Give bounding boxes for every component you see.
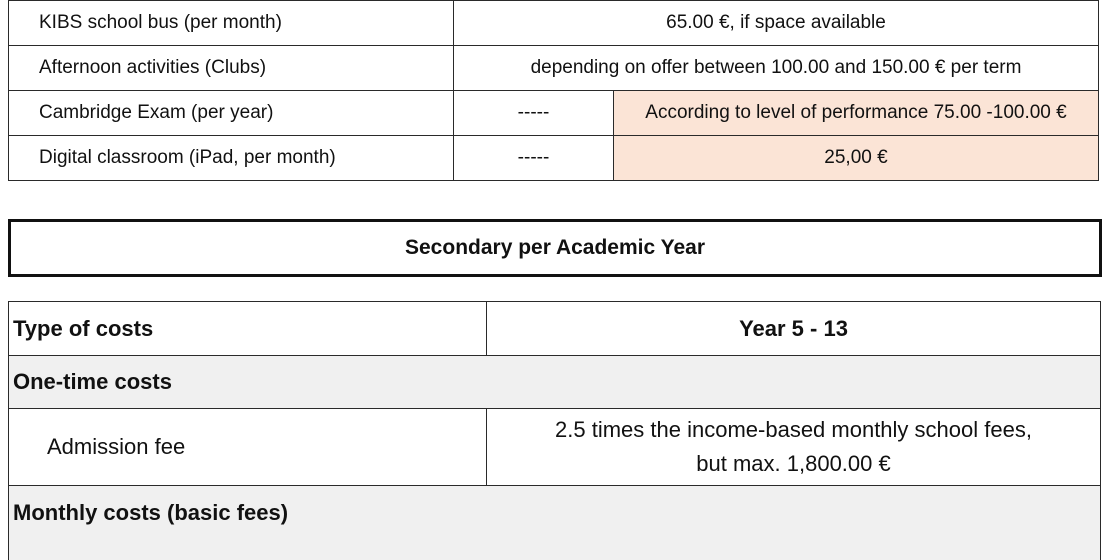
section-row [9,356,1101,409]
row-dash: ----- [454,136,614,181]
admission-fee-label: Admission fee [9,409,487,486]
table-row [9,46,1099,91]
row-label: Digital classroom (iPad, per month) [9,136,454,181]
section-row [9,486,1101,560]
row-value-highlight: According to level of performance 75.00 -100.00 € [614,91,1099,136]
row-value-highlight: 25,00 € [614,136,1099,181]
table-row [9,409,1101,486]
row-label: Afternoon activities (Clubs) [9,46,454,91]
row-label: KIBS school bus (per month) [9,1,454,46]
section-one-time-costs: One-time costs [9,356,1101,409]
secondary-title: Secondary per Academic Year [8,219,1102,277]
fees-table-secondary [8,301,1101,560]
section-monthly-costs: Monthly costs (basic fees) [9,486,1101,560]
table-row [9,91,1099,136]
header-year: Year 5 - 13 [487,302,1101,356]
fees-table-top [8,0,1099,181]
admission-fee-line-2: but max. 1,800.00 € [487,447,1100,481]
table-header-row [9,302,1101,356]
header-type-of-costs: Type of costs [9,302,487,356]
admission-fee-line-1: 2.5 times the income-based monthly school fees, [487,413,1100,447]
row-value: depending on offer between 100.00 and 150.00 € per term [454,46,1099,91]
row-label: Cambridge Exam (per year) [9,91,454,136]
admission-fee-value [487,409,1101,486]
table-row [9,136,1099,181]
row-dash: ----- [454,91,614,136]
table-row [9,1,1099,46]
row-value: 65.00 €, if space available [454,1,1099,46]
